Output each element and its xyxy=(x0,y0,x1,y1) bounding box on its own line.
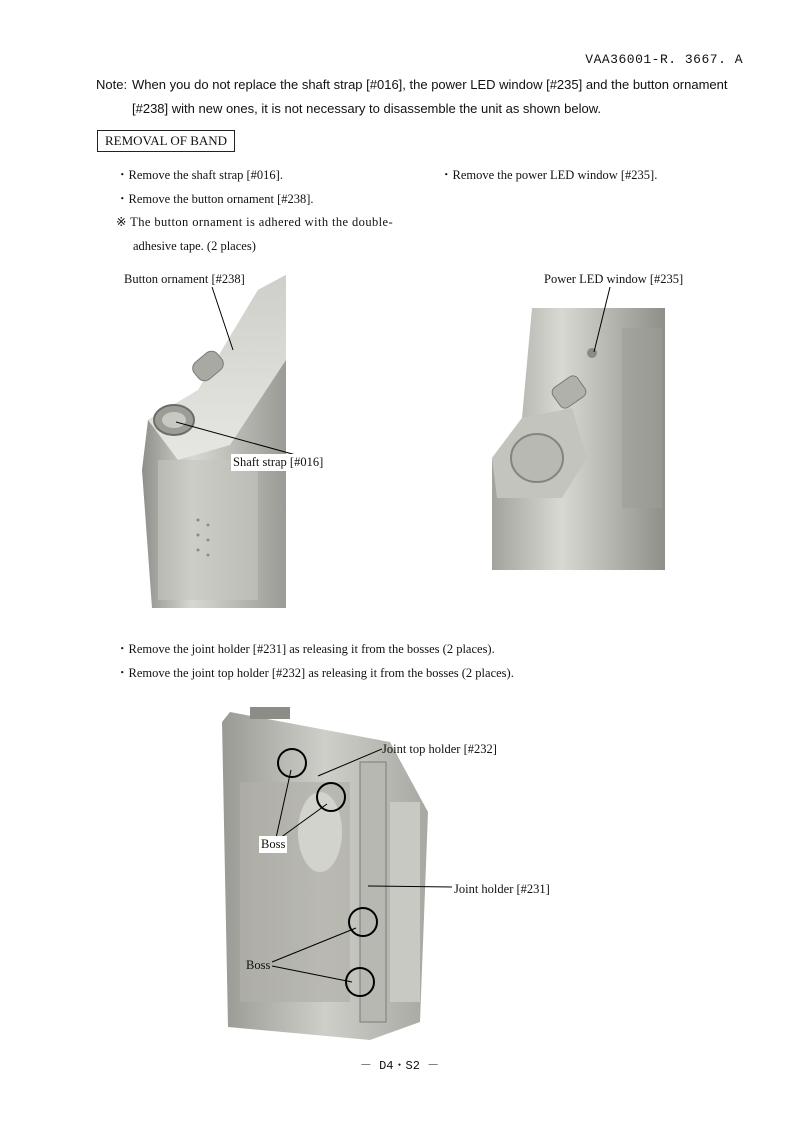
label-button-ornament: Button ornament [#238] xyxy=(124,272,245,286)
section-title: REMOVAL OF BAND xyxy=(97,130,235,152)
label-joint-top-holder: Joint top holder [#232] xyxy=(382,742,497,756)
label-power-led-window: Power LED window [#235] xyxy=(544,272,684,286)
step-power-led: ・Remove the power LED window [#235]. xyxy=(440,168,658,182)
label-boss-lower: Boss xyxy=(246,958,271,972)
label-boss-upper: Boss xyxy=(261,837,286,851)
note-label: Note: xyxy=(96,77,128,92)
label-shaft-strap: Shaft strap [#016] xyxy=(233,455,324,469)
step-adhesive-note: ※ The button ornament is adhered with the double- xyxy=(116,215,394,229)
page-number: － D4・S2 － xyxy=(359,1059,440,1073)
step-adhesive-note-cont: adhesive tape. (2 places) xyxy=(133,239,256,253)
note-line-2: [#238] with new ones, it is not necessary to disassemble the unit as shown below. xyxy=(132,101,601,116)
step-joint-top-holder: ・Remove the joint top holder [#232] as releasing it from the bosses (2 places). xyxy=(116,666,514,680)
label-joint-holder: Joint holder [#231] xyxy=(454,882,550,896)
document-id: VAA36001-R. 3667. A xyxy=(585,52,743,67)
step-shaft-strap: ・Remove the shaft strap [#016]. xyxy=(116,168,283,182)
step-button-ornament: ・Remove the button ornament [#238]. xyxy=(116,192,314,206)
note-line-1: When you do not replace the shaft strap [#016], the power LED window [#235] and the button ornament xyxy=(132,77,728,92)
step-joint-holder: ・Remove the joint holder [#231] as releasing it from the bosses (2 places). xyxy=(116,642,495,656)
